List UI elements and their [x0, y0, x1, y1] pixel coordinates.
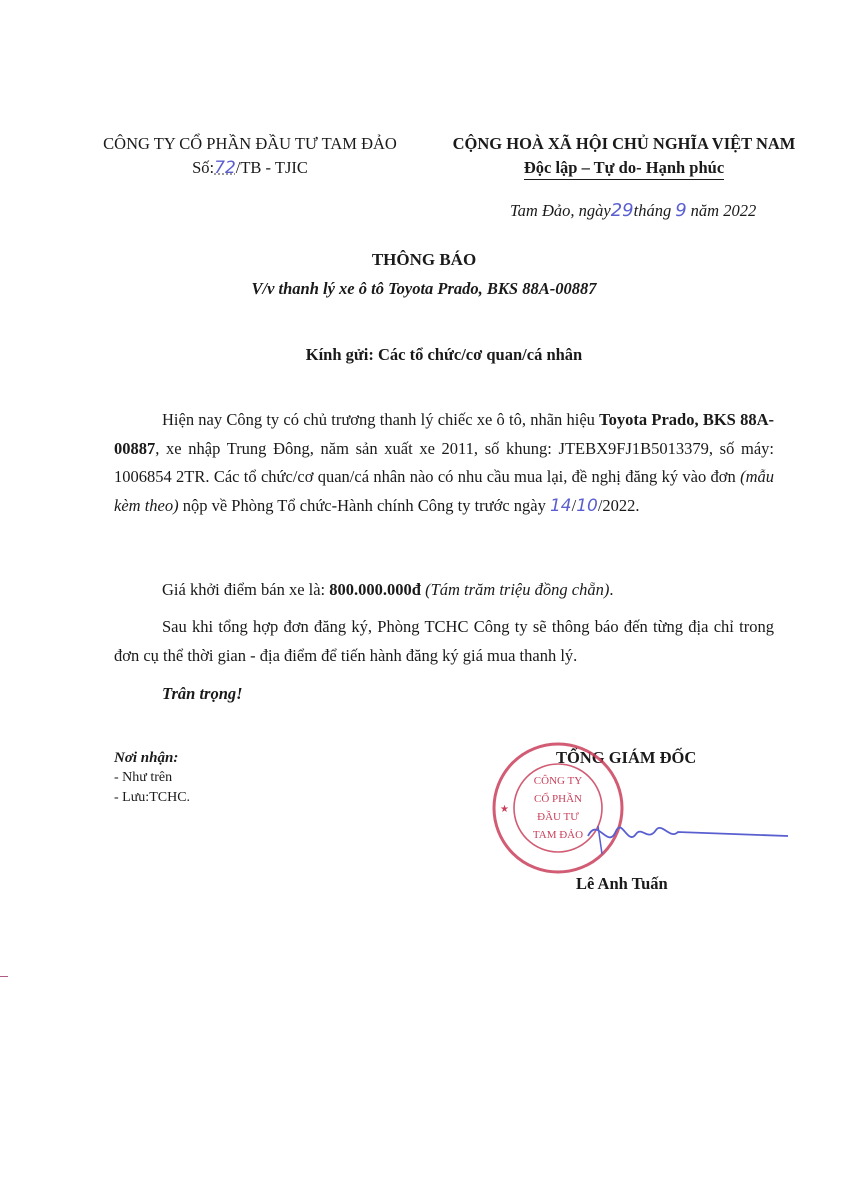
- signature-position: TỔNG GIÁM ĐỐC: [556, 748, 697, 767]
- stamp-line-1: CÔNG TY: [533, 775, 583, 787]
- stamp-line-2: CỔ PHẦN: [534, 793, 582, 805]
- deadline-month-handwritten: 10: [576, 495, 598, 516]
- document-number-handwritten: 72: [214, 158, 236, 178]
- document-subject: V/v thanh lý xe ô tô Toyota Prado, BKS 88A-00887: [251, 279, 597, 298]
- handwritten-signature: [578, 806, 798, 866]
- stamp-line-4: TAM ĐẢO: [532, 829, 584, 841]
- margin-mark: [0, 976, 8, 977]
- date-day-handwritten: 29: [610, 200, 634, 221]
- stamp-star-icon: ★: [500, 804, 509, 815]
- date-month-handwritten: 9: [675, 200, 687, 221]
- signatory-name: Lê Anh Tuấn: [576, 874, 668, 893]
- recipients-label: Nơi nhận:: [114, 750, 179, 766]
- date-line: Tam Đảo, ngày29tháng 9 năm 2022: [510, 200, 757, 221]
- recipient-item: - Như trên: [114, 770, 173, 785]
- nation-motto: Độc lập – Tự do- Hạnh phúc: [432, 158, 816, 178]
- salutation: Kính gửi: Các tổ chức/cơ quan/cá nhân: [305, 345, 583, 364]
- document-number: Số:72/TB - TJIC: [192, 158, 308, 178]
- company-name: CÔNG TY CỔ PHẦN ĐẦU TƯ TAM ĐẢO: [103, 134, 397, 153]
- closing-greeting: Trân trọng!: [162, 684, 243, 703]
- nation-name: CỘNG HOÀ XÃ HỘI CHỦ NGHĨA VIỆT NAM: [452, 134, 796, 153]
- company-header: [80, 134, 420, 178]
- recipient-item: - Lưu:TCHC.: [114, 790, 191, 805]
- body-paragraph-3: Sau khi tổng hợp đơn đăng ký, Phòng TCHC Công ty sẽ thông báo đến từng địa chỉ trong đơn cụ thể thời gian - địa điểm để tiến hành đăng ký giá mua thanh lý.: [114, 617, 774, 665]
- recipients-block: [114, 748, 190, 808]
- body-paragraph-1: Hiện nay Công ty có chủ trương thanh lý chiếc xe ô tô, nhãn hiệu Toyota Prado, BKS 88A-00887, xe nhập Trung Đông, năm sản xuất xe 2011, số khung: JTEBX9FJ1B5013379, số máy: 1006854 2TR. Các tổ chức/cơ quan/cá nhân nào có nhu cầu mua lại, đề nghị đăng ký vào đơn (mẫu kèm theo) nộp về Phòng Tổ chức-Hành chính Công ty trước ngày 14/10/2022.: [114, 410, 774, 516]
- nation-header: [432, 134, 816, 178]
- document-title: THÔNG BÁO: [371, 250, 477, 269]
- deadline-day-handwritten: 14: [549, 495, 572, 516]
- body-paragraph-2: Giá khởi điểm bán xe là: 800.000.000đ (Tám trăm triệu đồng chẵn).: [162, 580, 614, 599]
- stamp-line-3: ĐẦU TƯ: [537, 811, 579, 823]
